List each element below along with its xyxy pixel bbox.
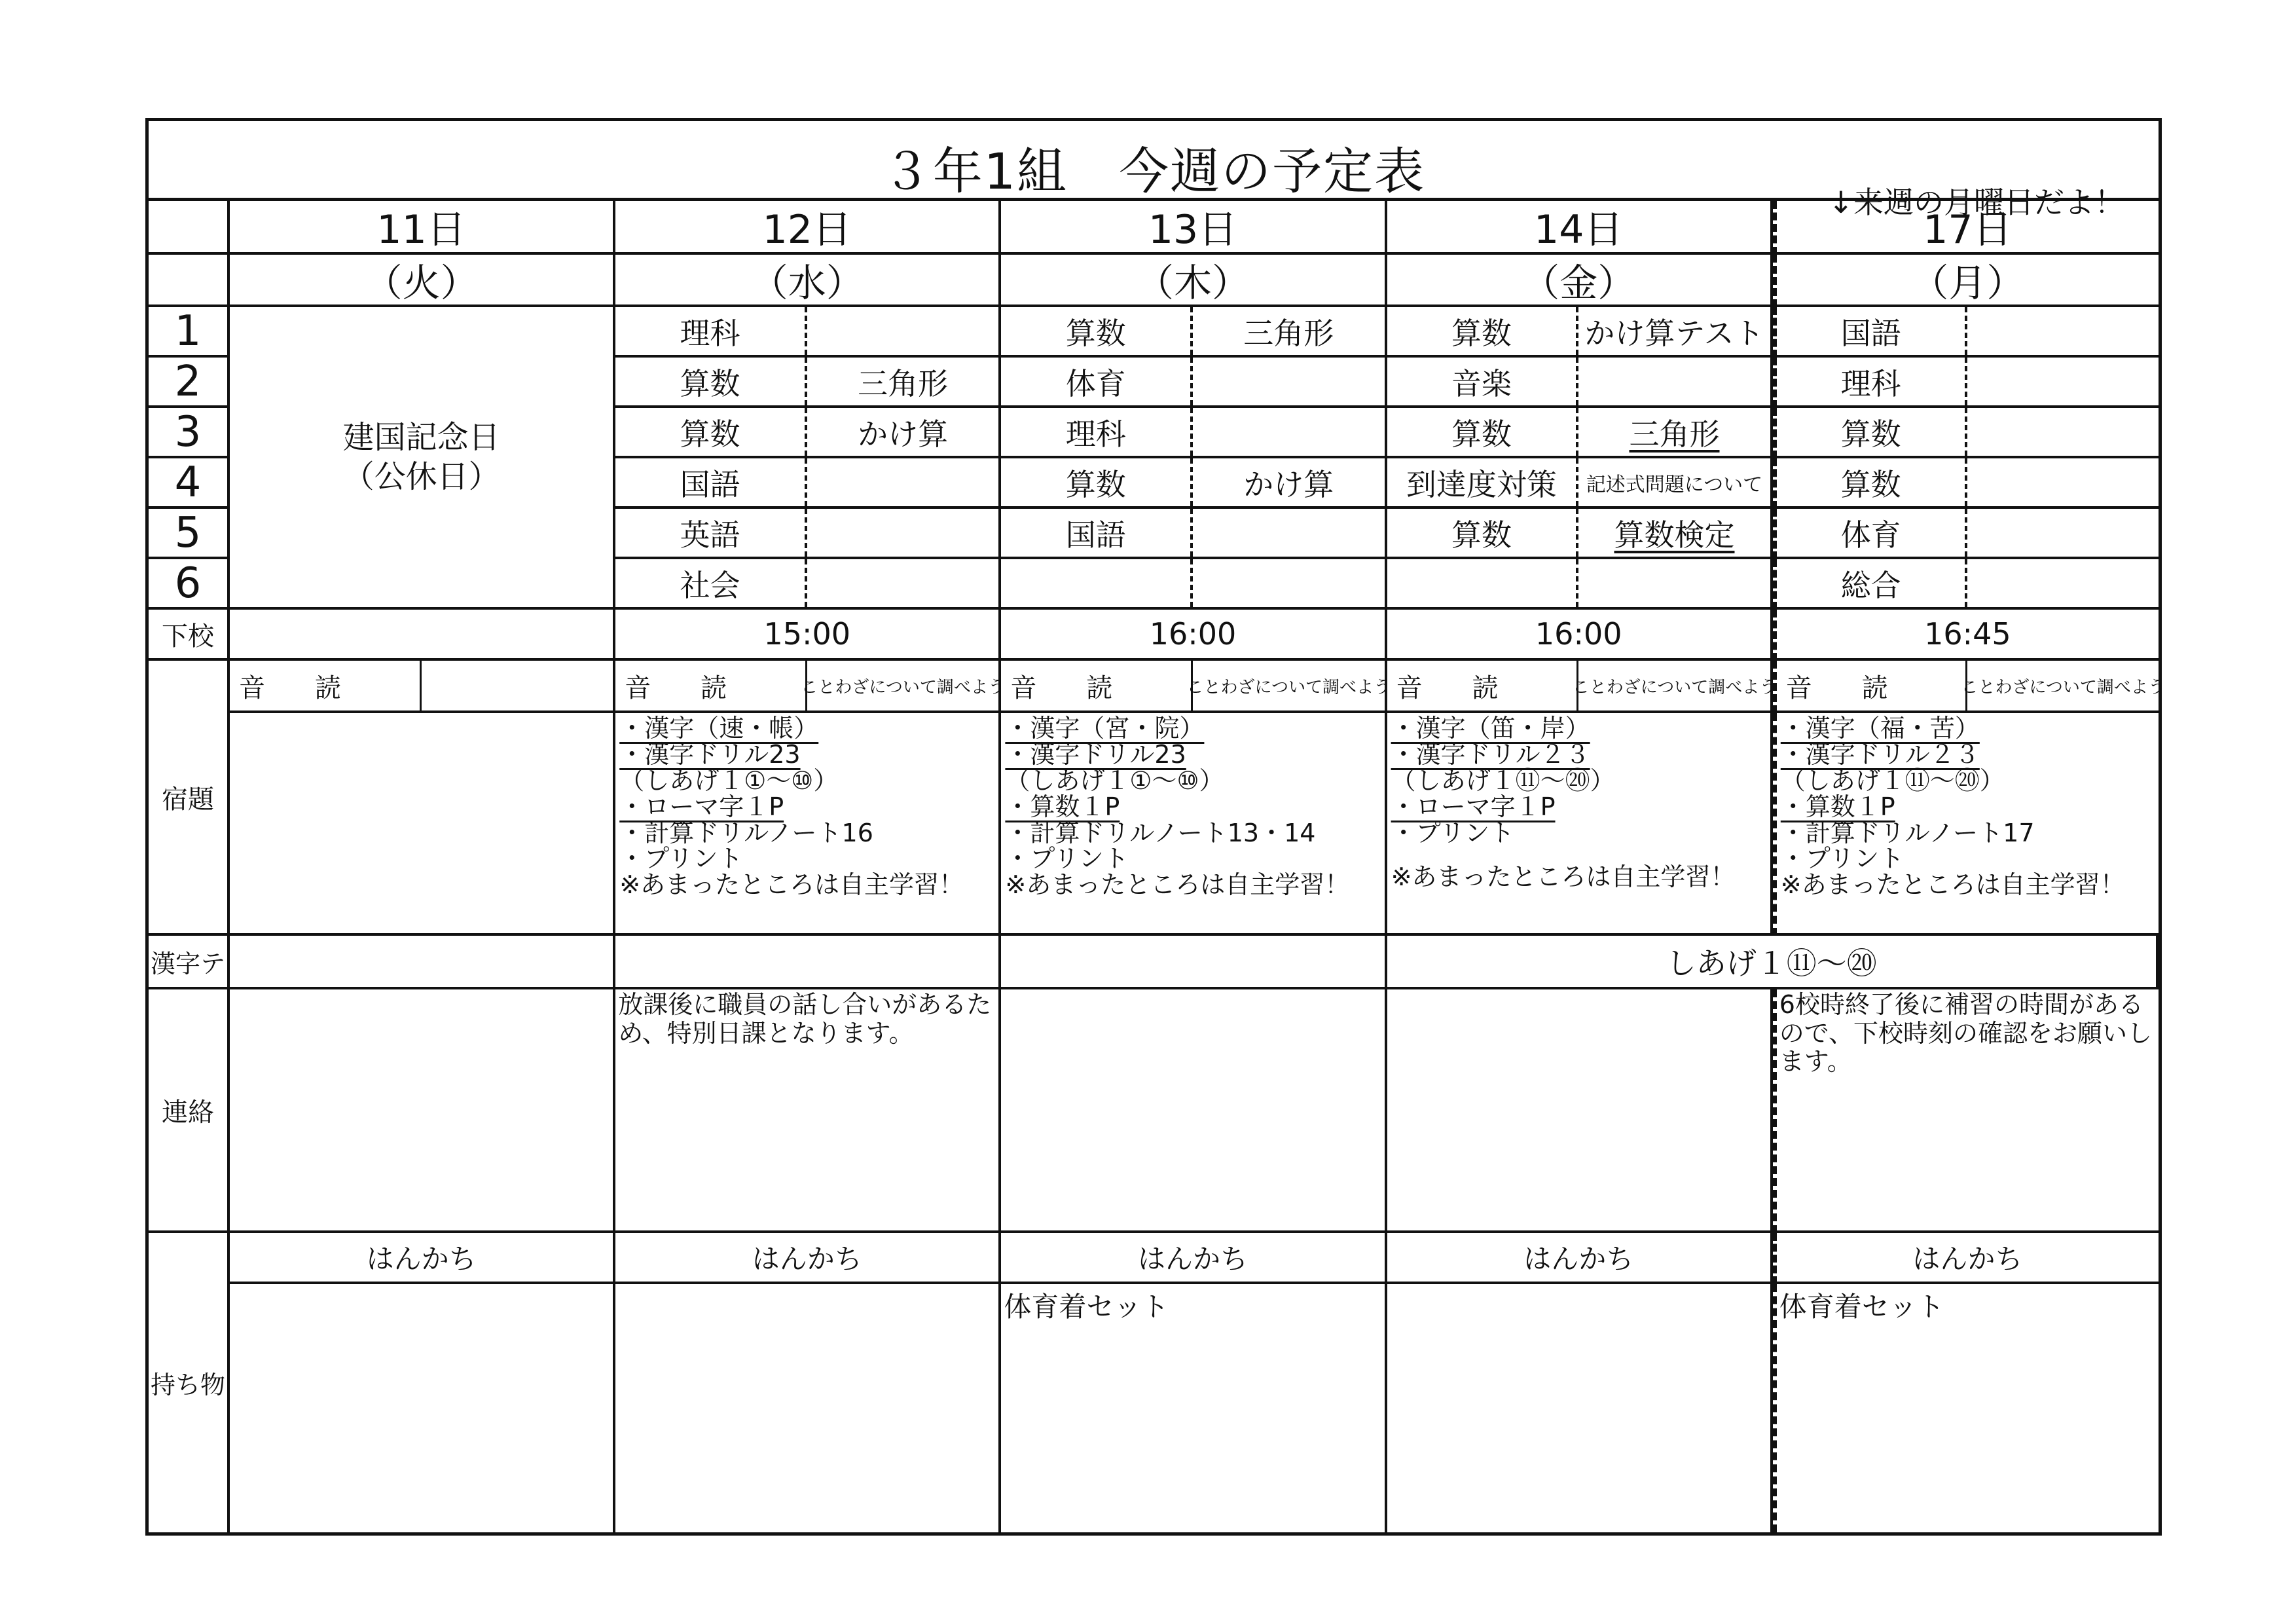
reading-label: 音 読 <box>1001 661 1193 710</box>
lesson-wed-5 <box>615 509 1001 559</box>
lesson-note: 記述式問題について <box>1586 473 1763 496</box>
homework-item: ・漢字（笛・岸） <box>1391 714 1590 743</box>
reading-tue <box>230 661 615 713</box>
period-label: 2 <box>149 358 230 408</box>
lesson-note: かけ算 <box>858 416 949 452</box>
homework-item: ・漢字ドリル23 <box>619 739 801 769</box>
homework-item: ・プリント <box>1391 818 1515 847</box>
lesson-fri-5 <box>1387 509 1773 559</box>
reading-task: ことわざについて調べよう <box>1186 677 1391 697</box>
row-label-belongings: 持ち物 <box>149 1233 230 1532</box>
homework-item: ・プリント <box>1780 844 1904 874</box>
lesson-fri-3 <box>1387 408 1773 458</box>
homework-item: （しあげ１①～⑩） <box>619 766 839 795</box>
homework-item: ・ローマ字１P <box>619 792 784 821</box>
lesson-wed-1 <box>615 307 1001 358</box>
homework-item: （しあげ１⑪～⑳） <box>1780 766 2005 795</box>
homework-item: ・算数１P <box>1005 792 1120 821</box>
contact-tue <box>230 989 615 1233</box>
homework-item: ・漢字ドリル２３ <box>1391 739 1590 769</box>
dismissal-tue <box>230 610 615 661</box>
lesson-note <box>1967 509 2159 557</box>
schedule-grid <box>149 201 2165 1532</box>
lesson-fri-2 <box>1387 358 1773 408</box>
contact-mon: 6校時終了後に補習の時間があるので、下校時刻の確認をお願いします。 <box>1773 989 2159 1233</box>
hankachi-tue: はんかち <box>230 1233 615 1284</box>
homework-item: ※あまったところは自主学習！ <box>1005 870 1350 900</box>
subject: 体育 <box>1777 509 1968 557</box>
lesson-note <box>1193 509 1385 557</box>
subject: 音楽 <box>1387 358 1579 405</box>
reading-task: ことわざについて調べよう <box>1572 677 1777 697</box>
contact-fri <box>1387 989 1773 1233</box>
homework-item: ※あまったところは自主学習！ <box>1391 862 1736 892</box>
period-label: 5 <box>149 509 230 559</box>
row-label-kanji-test: 漢字テ <box>149 936 230 989</box>
hankachi-thu: はんかち <box>1001 1233 1387 1284</box>
date-tue: 11日 <box>230 201 615 255</box>
dow-fri: （金） <box>1387 255 1773 307</box>
lesson-note <box>1967 307 2159 355</box>
reading-thu <box>1001 661 1391 713</box>
lesson-mon-6 <box>1773 559 2159 610</box>
lesson-note <box>807 509 999 557</box>
homework-item: ※あまったところは自主学習！ <box>619 870 964 900</box>
subject: 算数 <box>1001 307 1193 355</box>
page-title: ３年1組 今週の予定表 <box>881 142 1426 200</box>
homework-item: ・漢字（宮・院） <box>1005 714 1205 743</box>
reading-label: 音 読 <box>1777 661 1968 710</box>
belongings-thu: 体育着セット <box>1001 1284 1387 1532</box>
lesson-wed-2 <box>615 358 1001 408</box>
belongings-fri <box>1387 1284 1773 1532</box>
date-fri: 14日 <box>1387 201 1773 255</box>
homework-item: ・計算ドリルノート17 <box>1780 818 2035 847</box>
subject: 算数 <box>615 408 807 456</box>
homework-item: ※あまったところは自主学習！ <box>1780 870 2125 900</box>
dismissal-mon: 16:45 <box>1773 610 2159 661</box>
subject: 算数 <box>1777 458 1968 506</box>
homework-wed <box>615 713 1001 936</box>
holiday-note: （公休日） <box>342 458 500 495</box>
lesson-note: 三角形 <box>1629 416 1720 452</box>
homework-tue <box>230 713 615 936</box>
belongings-wed <box>615 1284 1001 1532</box>
lesson-wed-4 <box>615 458 1001 509</box>
subject: 算数 <box>1387 509 1579 557</box>
kanji-test-tue <box>230 936 615 989</box>
homework-item: ・漢字ドリル２３ <box>1780 739 1980 769</box>
lesson-note <box>807 559 999 607</box>
schedule-sheet <box>145 118 2165 1536</box>
date-wed: 12日 <box>615 201 1001 255</box>
homework-item: ・ローマ字１P <box>1391 792 1556 821</box>
homework-item: （しあげ１①～⑩） <box>1005 766 1224 795</box>
homework-item: ・プリント <box>619 844 743 874</box>
reading-task: ことわざについて調べよう <box>801 677 1005 697</box>
period-label: 4 <box>149 458 230 509</box>
lesson-fri-6 <box>1387 559 1773 610</box>
subject: 理科 <box>1001 408 1193 456</box>
lesson-note <box>1967 458 2159 506</box>
lesson-thu-4 <box>1001 458 1387 509</box>
subject: 国語 <box>1001 509 1193 557</box>
date-thu: 13日 <box>1001 201 1387 255</box>
lesson-fri-4 <box>1387 458 1773 509</box>
dismissal-wed: 15:00 <box>615 610 1001 661</box>
lesson-note <box>1967 559 2159 607</box>
contact-wed: 放課後に職員の話し合いがあるため、特別日課となります。 <box>615 989 1001 1233</box>
lesson-note: 算数検定 <box>1614 517 1735 553</box>
holiday-name: 建国記念日 <box>342 419 500 456</box>
row-label-contact: 連絡 <box>149 989 230 1233</box>
dow-thu: （木） <box>1001 255 1387 307</box>
subject: 算数 <box>1777 408 1968 456</box>
row-label-dismissal: 下校 <box>149 610 230 661</box>
subject: 理科 <box>615 307 807 355</box>
period-label: 3 <box>149 408 230 458</box>
period-label: 6 <box>149 559 230 610</box>
lesson-thu-3 <box>1001 408 1387 458</box>
subject: 算数 <box>1387 307 1579 355</box>
hankachi-mon: はんかち <box>1773 1233 2159 1284</box>
homework-item: ・漢字（福・苦） <box>1780 714 1980 743</box>
reading-label: 音 読 <box>1387 661 1579 710</box>
kanji-test-thu <box>1001 936 1387 989</box>
lesson-note <box>1193 559 1385 607</box>
lesson-wed-6 <box>615 559 1001 610</box>
subject: 算数 <box>1387 408 1579 456</box>
date-mon: 17日 <box>1773 201 2159 255</box>
lesson-mon-3 <box>1773 408 2159 458</box>
contact-thu <box>1001 989 1387 1233</box>
subject: 算数 <box>1001 458 1193 506</box>
lesson-note <box>1193 358 1385 405</box>
hankachi-fri: はんかち <box>1387 1233 1773 1284</box>
period-label: 1 <box>149 307 230 358</box>
subject: 総合 <box>1777 559 1968 607</box>
homework-item: ・計算ドリルノート16 <box>619 818 873 847</box>
homework-item: （しあげ１⑪～⑳） <box>1391 766 1615 795</box>
lesson-mon-2 <box>1773 358 2159 408</box>
homework-item: ・漢字ドリル23 <box>1005 739 1186 769</box>
dow-wed: （水） <box>615 255 1001 307</box>
subject: 英語 <box>615 509 807 557</box>
lesson-note <box>1578 358 1770 405</box>
lesson-thu-5 <box>1001 509 1387 559</box>
subject: 算数 <box>615 358 807 405</box>
lesson-note <box>1193 408 1385 456</box>
dow-tue: （火） <box>230 255 615 307</box>
reading-wed <box>615 661 1005 713</box>
lesson-mon-4 <box>1773 458 2159 509</box>
reading-mon <box>1773 661 2165 713</box>
subject: 理科 <box>1777 358 1968 405</box>
dow-mon: （月） <box>1773 255 2159 307</box>
lesson-note: かけ算 <box>1243 466 1334 502</box>
lesson-wed-3 <box>615 408 1001 458</box>
subject <box>1387 559 1579 607</box>
hankachi-wed: はんかち <box>615 1233 1001 1284</box>
reading-label: 音 読 <box>230 661 422 710</box>
subject: 社会 <box>615 559 807 607</box>
homework-thu <box>1001 713 1387 936</box>
holiday-cell <box>230 307 615 610</box>
lesson-note <box>807 307 999 355</box>
dismissal-thu: 16:00 <box>1001 610 1387 661</box>
lesson-note <box>1967 358 2159 405</box>
lesson-note <box>1578 559 1770 607</box>
lesson-note: 三角形 <box>858 365 949 401</box>
belongings-tue <box>230 1284 615 1532</box>
lesson-thu-6 <box>1001 559 1387 610</box>
homework-item: ・算数１P <box>1780 792 1895 821</box>
corner-cell-2 <box>149 255 230 307</box>
subject: 国語 <box>1777 307 1968 355</box>
row-label-homework: 宿題 <box>149 661 230 936</box>
subject: 国語 <box>615 458 807 506</box>
lesson-note <box>1967 408 2159 456</box>
homework-fri <box>1387 713 1773 936</box>
dismissal-fri: 16:00 <box>1387 610 1773 661</box>
kanji-test-fri: しあげ１⑪～⑳ <box>1387 936 2159 989</box>
reading-task: ことわざについて調べよう <box>1961 677 2165 697</box>
title-row <box>149 121 2159 220</box>
subject: 体育 <box>1001 358 1193 405</box>
homework-item: ・漢字（速・帳） <box>619 714 819 743</box>
lesson-mon-5 <box>1773 509 2159 559</box>
homework-mon <box>1773 713 2159 936</box>
homework-item: ・計算ドリルノート13・14 <box>1005 818 1316 847</box>
lesson-note <box>807 458 999 506</box>
subject <box>1001 559 1193 607</box>
next-week-note: ↓来週の月曜日だよ！ <box>1828 185 2124 220</box>
lesson-mon-1 <box>1773 307 2159 358</box>
lesson-thu-2 <box>1001 358 1387 408</box>
lesson-fri-1 <box>1387 307 1773 358</box>
lesson-note: 三角形 <box>1243 315 1334 351</box>
subject: 到達度対策 <box>1387 458 1579 506</box>
reading-fri <box>1387 661 1777 713</box>
homework-item: ・プリント <box>1005 844 1129 874</box>
lesson-note: かけ算テスト <box>1584 315 1764 351</box>
corner-cell <box>149 201 230 255</box>
kanji-test-wed <box>615 936 1001 989</box>
reading-label: 音 読 <box>615 661 807 710</box>
belongings-mon: 体育着セット <box>1773 1284 2159 1532</box>
lesson-thu-1 <box>1001 307 1387 358</box>
